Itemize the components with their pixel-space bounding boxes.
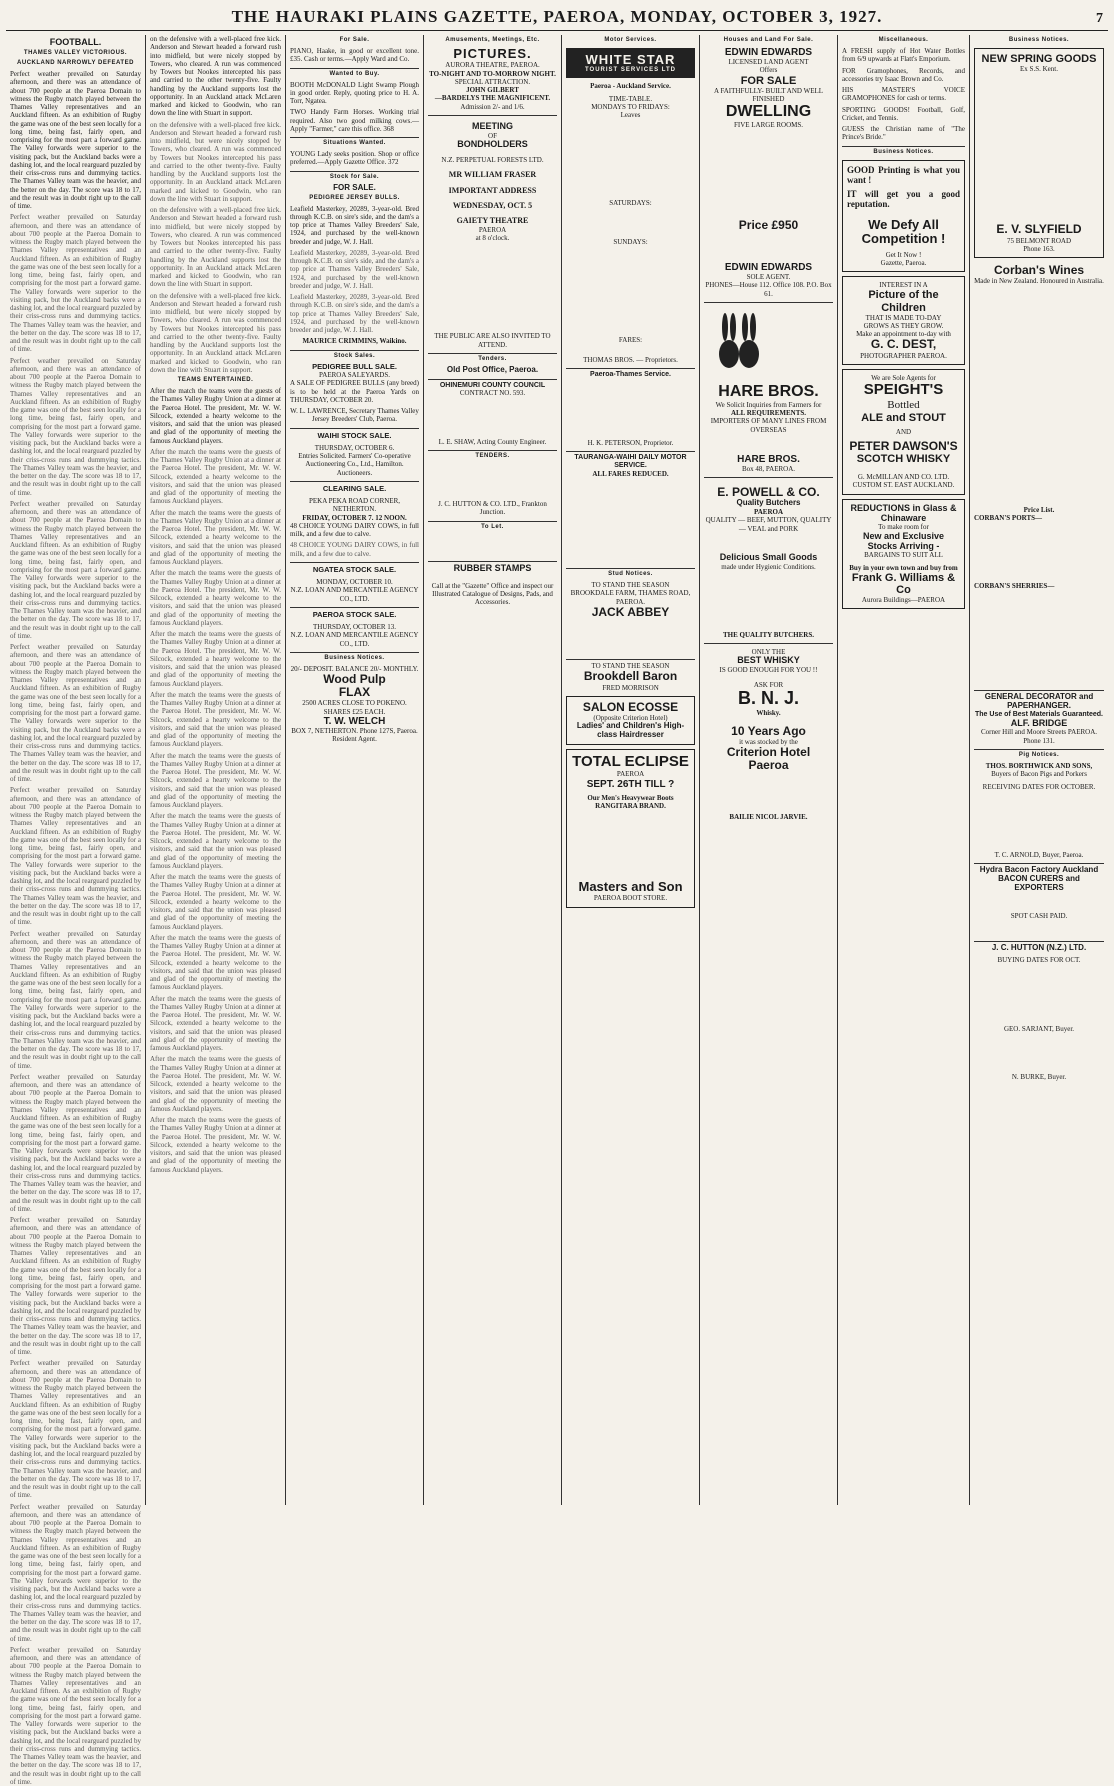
corbans-ports: CORBAN'S PORTS— <box>974 513 1043 522</box>
bridge-addr: Corner Hill and Moore Streets PAEROA. <box>980 728 1097 737</box>
slyfield-addr: 75 BELMONT ROAD <box>1006 236 1072 245</box>
contract: CONTRACT NO. 593. <box>459 389 526 398</box>
page-number: 7 <box>1096 11 1104 26</box>
football-col2-cont: on the defensive with a well-placed free kick. Anderson and Stewart headed a forward rush into midfield, but were nicely stopped by Towers, who cleared. A run was commenced by Towers but Nookes intercepted his pass and carried to the other twenty-five. Faulty handling by the Auckland supports lost the opportunity. In an Auckland attack McLaren marked and kicked to Goodwin, who ran down the line with Stuart in support. <box>150 120 281 203</box>
teams-body-cont8: After the match the teams were the guests of the Thames Valley Rugby Union at a dinner at the Paeroa Hotel. The president, Mr. W. W. Silcock, extended a hearty welcome to the visitors, and said that the union was pleased and glad of the opportunity of meeting the famous Auckland players. <box>150 873 281 931</box>
frank-williams: Frank G. Williams & Co <box>851 571 956 597</box>
teams-body-cont5: After the match the teams were the guests of the Thames Valley Rugby Union at a dinner at the Paeroa Hotel. The president, Mr. W. W. Silcock, extended a hearty welcome to the visitors, and said that the union was pleased and glad of the opportunity of meeting the famous Auckland players. <box>150 690 281 749</box>
bnj-whisky: Whisky. <box>756 708 781 717</box>
price-list: Price List. <box>1023 505 1055 514</box>
shares: SHARES £25 EACH. <box>323 707 386 716</box>
business-heading-8: Business Notices. <box>1008 37 1070 43</box>
scotch: SCOTCH WHISKY <box>856 453 951 466</box>
star: JOHN GILBERT <box>466 86 519 95</box>
football-sub: THAMES VALLEY VICTORIOUS. <box>23 49 128 56</box>
horses-ad: TWO Handy Farm Horses. Working trial required. Also two good milking cows.—Apply "Farmer," care this office. 368 <box>290 108 419 133</box>
teams-body: After the match the teams were the guests of the Thames Valley Rugby Union at a dinner at the Paeroa Hotel. The president, Mr. W. W. Silcock, extended a hearty welcome to the visitors, and said that the union was pleased and glad of the opportunity of meeting the famous Auckland players. <box>150 387 281 445</box>
white-star-logo <box>566 48 695 78</box>
ngatea-sale: NGATEA STOCK SALE. <box>290 562 419 574</box>
sarjant: GEO. SARJANT, Buyer. <box>1003 1024 1075 1033</box>
teams-body-cont: After the match the teams were the guests of the Thames Valley Rugby Union at a dinner at the Paeroa Hotel. The president, Mr. W. W. Silcock, extended a hearty welcome to the visitors, and said that the union was pleased and glad of the opportunity of meeting the famous Auckland players. <box>150 447 281 506</box>
ask-for: ASK FOR <box>753 680 784 689</box>
hutton-tender: J. C. HUTTON & CO. LTD., Frankton Junction. <box>438 500 547 517</box>
borthwick-buyers: Buyers of Bacon Pigs and Porkers <box>991 770 1087 779</box>
forests: N.Z. PERPETUAL FORESTS LTD. <box>441 155 544 164</box>
admission: Admission 2/- and 1/6. <box>460 102 525 111</box>
column-amusements <box>424 35 562 1505</box>
situations-heading: Situations Wanted. <box>290 137 419 147</box>
for-sale-heading: For Sale. <box>339 37 370 43</box>
receiving-dates: RECEIVING DATES FOR OCTOBER. <box>982 782 1096 791</box>
pictures: PICTURES. <box>453 46 532 62</box>
plough-ad: BOOTH McDONALD Light Swamp Plough in good order. Reply, quoting price to H. A. Torr, Ngatea. <box>290 80 419 106</box>
corbans: Corban's Wines <box>993 263 1085 278</box>
best-whisky: BEST WHISKY <box>737 655 800 666</box>
football-body-cont6: Perfect weather prevailed on Saturday afternoon, and there was an attendance of about 700 people at the Paeroa Domain to witness the Rugby match played between the Thames Valley representatives and an Auckland fifteen. As an exhibition of Rugby the game was one of the best seen locally for a long time, being fast, fairly open, and comprising for the most part a forward game. The Valley forwards were superior to the visiting pack, but the Auckland backs were a dashing lot, and the local rearguard puzzled by their criss-cross runs and dummying tactics. The Thames Valley team was the heavier, and the better on the day. The score was 18 to 17, and the result was in doubt right up to the call of time. <box>10 929 141 1070</box>
best-materials: The Use of Best Materials Guaranteed. <box>975 710 1103 718</box>
built: A FAITHFULLY- BUILT AND WELL FINISHED <box>713 86 824 103</box>
powell-paeroa: PAEROA <box>753 508 784 517</box>
bulls-body: Leafield Masterkey, 20289, 3-year-old. Bred through K.C.B. on sire's side, and the dam's a top price at Thames Valley Breeders' Sale, 1924, and purchased by the well-known breeder and judge, W. J. Hall. <box>290 204 419 246</box>
rooms: FIVE LARGE ROOMS. <box>733 120 804 129</box>
slyfield: E. V. SLYFIELD <box>996 222 1082 237</box>
bridge-phone: Phone 131. <box>1023 736 1055 745</box>
spring-box <box>974 48 1104 258</box>
county-engineer: L. E. SHAW, Acting County Engineer. <box>438 437 547 446</box>
corbans-made: Made in New Zealand. Honoured in Australia. <box>974 277 1104 286</box>
speights-box <box>842 369 965 495</box>
film: —BARDELYS THE MAGNIFICENT. <box>434 94 551 103</box>
sole-agent: SOLE AGENT. <box>746 273 791 282</box>
pekapeka-date: FRIDAY, OCTOBER 7. 12 NOON. <box>302 513 407 522</box>
and: AND <box>895 427 912 436</box>
criterion: Criterion Hotel <box>726 745 811 760</box>
hutton-nz: J. C. HUTTON (N.Z.) LTD. <box>974 941 1104 953</box>
sale-body: A SALE OF PEDIGREE BULLS (any breed) is to be held at the Paeroa Yards on THURSDAY, OCTOBER 20. <box>290 379 419 404</box>
address: IMPORTANT ADDRESS <box>448 185 537 195</box>
brookdale: BROOKDALE FARM, THAMES ROAD, PAEROA. <box>570 589 691 606</box>
teams-body-cont7: After the match the teams were the guests of the Thames Valley Rugby Union at a dinner at the Paeroa Hotel. The president, Mr. W. W. Silcock, extended a hearty welcome to the visitors, and said that the union was pleased and glad of the opportunity of meeting the famous Auckland players. <box>150 812 281 870</box>
football-body-cont7: Perfect weather prevailed on Saturday afternoon, and there was an attendance of about 700 people at the Paeroa Domain to witness the Rugby match played between the Thames Valley representatives and an Auckland fifteen. As an exhibition of Rugby the game was one of the best seen locally for a long time, being fast, fairly open, and comprising for the most part a forward game. The Valley forwards were superior to the visiting pack, but the Auckland backs were a dashing lot, and the local rearguard puzzled by their criss-cross runs and dummying tactics. The Thames Valley team was the heavier, and the better on the day. The score was 18 to 17, and the result was in doubt right up to the call of time. <box>10 1072 141 1213</box>
hare-logo-icon <box>704 309 774 379</box>
hare-bros: HARE BROS. <box>718 383 819 401</box>
salon-box <box>566 696 695 745</box>
boot-store: PAEROA BOOT STORE. <box>593 894 668 903</box>
bargains: BARGAINS TO SUIT ALL <box>864 551 943 560</box>
powell: E. POWELL & CO. <box>717 485 820 500</box>
teams-body-cont10: After the match the teams were the guests of the Thames Valley Rugby Union at a dinner at the Paeroa Hotel. The president, Mr. W. W. Silcock, extended a hearty welcome to the visitors, and said that the union was pleased and glad of the opportunity of meeting the famous Auckland players. <box>150 994 281 1053</box>
licensed: LICENSED LAND AGENT <box>728 58 809 67</box>
column-classifieds <box>286 35 424 1505</box>
good-enough: IS GOOD ENOUGH FOR YOU !! <box>719 666 818 675</box>
football-col2-cont2: on the defensive with a well-placed free kick. Anderson and Stewart headed a forward rush into midfield, but were nicely stopped by Towers, who cleared. A run was commenced by Towers but Nookes intercepted his pass and carried to the other twenty-five. Faulty handling by the Auckland supports lost the opportunity. In an Auckland attack McLaren marked and kicked to Goodwin, who ran down the line with Stuart in support. <box>150 206 281 289</box>
teams-body-cont2: After the match the teams were the guests of the Thames Valley Rugby Union at a dinner at the Paeroa Hotel. The president, Mr. W. W. Silcock, extended a hearty welcome to the visitors, and said that the union was pleased and glad of the opportunity of meeting the famous Auckland players. <box>150 508 281 567</box>
saleyards: PAEROA SALEYARDS. <box>319 371 390 380</box>
arnold: T. C. ARNOLD, Buyer, Paeroa. <box>994 850 1084 859</box>
get-it: Get It Now ! <box>885 250 922 259</box>
general-decorator: GENERAL DECORATOR and PAPERHANGER. <box>974 690 1104 711</box>
salon-sub: (Opposite Criterion Hotel) <box>593 713 668 722</box>
peter-dawson: PETER DAWSON'S <box>849 438 958 453</box>
burke: N. BURKE, Buyer. <box>1011 1072 1067 1081</box>
appointment: Make an appointment to-day with <box>856 330 951 339</box>
eclipse-sub: PAEROA <box>616 770 645 779</box>
hydra: Hydra Bacon Factory Auckland <box>974 863 1104 875</box>
mcmillan: G. McMILLAN AND CO. LTD. <box>857 473 950 482</box>
reductions-box <box>842 499 965 610</box>
dwelling: DWELLING <box>725 103 812 121</box>
football-body-cont5: Perfect weather prevailed on Saturday afternoon, and there was an attendance of about 700 people at the Paeroa Domain to witness the Rugby match played between the Thames Valley representatives and an Auckland fifteen. As an exhibition of Rugby the game was one of the best seen locally for a long time, being fast, fairly open, and comprising for the most part a forward game. The Valley forwards were superior to the visiting pack, but the Auckland backs were a dashing lot, and the local rearguard puzzled by their criss-cross runs and dummying tactics. The Thames Valley team was the heavier, and the better on the day. The score was 18 to 17, and the result was in doubt right up to the call of time. <box>10 786 141 927</box>
football-body-cont10: Perfect weather prevailed on Saturday afternoon, and there was an attendance of about 700 people at the Paeroa Domain to witness the Rugby match played between the Thames Valley representatives and an Auckland fifteen. As an exhibition of Rugby the game was one of the best seen locally for a long time, being fast, fairly open, and comprising for the most part a forward game. The Valley forwards were superior to the visiting pack, but the Auckland backs were a dashing lot, and the local rearguard puzzled by their criss-cross runs and dummying tactics. The Thames Valley team was the heavier, and the better on the day. The score was 18 to 17, and the result was in doubt right up to the call of time. <box>10 1502 141 1643</box>
cows: 48 CHOICE YOUNG DAIRY COWS, in full milk, and a few due to calve. <box>290 521 419 539</box>
bull-sale: PEDIGREE BULL SALE. <box>312 361 397 371</box>
lady-ad: YOUNG Lady seeks position. Shop or office preferred.—Apply Gazette Office. 372 <box>290 150 419 167</box>
thomas-bros: THOMAS BROS. — Proprietors. <box>583 356 678 365</box>
speights: SPEIGHT'S <box>863 381 944 399</box>
hygienic: made under Hygienic Conditions. <box>721 562 816 571</box>
teams-entertained: TEAMS ENTERTAINED. <box>177 377 254 383</box>
public-invited: THE PUBLIC ARE ALSO INVITED TO ATTEND. <box>434 332 551 349</box>
football-col2-body: on the defensive with a well-placed free kick. Anderson and Stewart headed a forward rush into midfield, but were nicely stopped by Towers, who cleared. A run was commenced by Towers but Nookes intercepted his pass and carried to the other twenty-five. Faulty handling by the Auckland supports lost the opportunity. In an Auckland attack McLaren marked and kicked to Goodwin, who ran down the line with Stuart in support. <box>150 35 281 118</box>
offers: Offers <box>759 66 778 75</box>
interest: INTEREST IN A <box>879 281 928 290</box>
hot-water: A FRESH supply of Hot Water Bottles from 6/9 upwards at Flatt's Emporium. <box>842 47 965 64</box>
borthwick: THOS. BORTHWICK AND SONS, <box>985 762 1093 771</box>
amuse-heading: Amusements, Meetings, Etc. <box>445 37 540 43</box>
column-football <box>6 35 146 1786</box>
paeroa-sale: PAEROA STOCK SALE. <box>290 607 419 619</box>
buying-dates: BUYING DATES FOR OCT. <box>997 956 1081 965</box>
welch-addr: BOX 7, NETHERTON. Phone 127S, Paeroa. Resident Agent. <box>291 726 418 744</box>
spot-cash: SPOT CASH PAID. <box>1010 912 1068 921</box>
football-body-cont9: Perfect weather prevailed on Saturday afternoon, and there was an attendance of about 700 people at the Paeroa Domain to witness the Rugby match played between the Thames Valley representatives and an Auckland fifteen. As an exhibition of Rugby the game was one of the best seen locally for a long time, being fast, fairly open, and comprising for the most part a forward game. The Valley forwards were superior to the visiting pack, but the Auckland backs were a dashing lot, and the local rearguard puzzled by their criss-cross runs and dummying tactics. The Thames Valley team was the heavier, and the better on the day. The score was 18 to 17, and the result was in doubt right up to the call of time. <box>10 1359 141 1500</box>
forsale2: FOR SALE. <box>333 182 376 192</box>
saturdays: SATURDAYS: <box>609 199 652 208</box>
tourist-text: TOURIST SERVICES LTD <box>584 67 676 74</box>
defy: We Defy All Competition ! <box>861 217 946 247</box>
bulls-body-cont: Leafield Masterkey, 20289, 3-year-old. Bred through K.C.B. on sire's side, and the dam's a top price at Thames Valley Breeders' Sale, 1924, and purchased by the well-known breeder and judge, W. J. Hall. <box>290 248 419 290</box>
deposit: 20/- DEPOSIT. BALANCE 20/- MONTHLY. <box>290 664 419 673</box>
column-football-cont <box>146 35 286 1505</box>
picture-children: Picture of the Children <box>868 289 939 314</box>
columns <box>6 35 1108 1786</box>
ngatea-agency: N.Z. LOAN AND MERCANTILE AGENCY CO., LTD. <box>290 586 419 603</box>
only-the: ONLY THE <box>751 648 786 657</box>
wanted-heading: Wanted to Buy. <box>290 68 419 78</box>
bailie: BAILIE NICOL JARVIE. <box>729 812 808 821</box>
teams-body-cont3: After the match the teams were the guests of the Thames Valley Rugby Union at a dinner at the Paeroa Hotel. The president, Mr. W. W. Silcock, extended a hearty welcome to the visitors, and said that the union was pleased and glad of the opportunity of meeting the famous Auckland players. <box>150 569 281 627</box>
clearing-sale: CLEARING SALE. <box>290 481 419 493</box>
paeroa-agency: N.Z. LOAN AND MERCANTILE AGENCY CO., LTD. <box>290 631 419 648</box>
reputation: IT will get you a good reputation. <box>847 188 960 210</box>
route: Paeroa - Auckland Service. <box>590 82 671 91</box>
ohinemuri: OHINEMURI COUNTY COUNCIL <box>428 379 557 390</box>
salon-ecosse: SALON ECOSSE <box>582 699 679 714</box>
football-body-cont: Perfect weather prevailed on Saturday afternoon, and there was an attendance of about 700 people at the Paeroa Domain to witness the Rugby match played between the Thames Valley representatives and an Auckland fifteen. As an exhibition of Rugby the game was one of the best seen locally for a long time, being fast, fairly open, and comprising for the most part a forward game. The Valley forwards were superior to the visiting pack, but the Auckland backs were a dashing lot, and the local rearguard puzzled by their criss-cross runs and dummying tactics. The Thames Valley team was the heavier, and the better on the day. The score was 18 to 17, and the result was in doubt right up to the call of time. <box>10 213 141 354</box>
tolet-heading: To Let. <box>428 521 557 531</box>
total-eclipse: TOTAL ECLIPSE <box>572 752 689 770</box>
teams-body-cont6: After the match the teams were the guests of the Thames Valley Rugby Union at a dinner at the Paeroa Hotel. The president, Mr. W. W. Silcock, extended a hearty welcome to the visitors, and said that the union was pleased and glad of the opportunity of meeting the famous Auckland players. <box>150 751 281 810</box>
teams-body-cont4: After the match the teams were the guests of the Thames Valley Rugby Union at a dinner at the Paeroa Hotel. The president, Mr. W. W. Silcock, extended a hearty welcome to the visitors, and said that the union was pleased and glad of the opportunity of meeting the famous Auckland players. <box>150 630 281 688</box>
his-masters: HIS MASTER'S VOICE GRAMOPHONES for cash or terms. <box>842 86 965 103</box>
tauranga-service: TAURANGA-WAIHI DAILY MOTOR SERVICE. <box>566 451 695 469</box>
tenders2-heading: TENDERS. <box>428 450 557 460</box>
stocked: it was stocked by the <box>739 738 798 747</box>
football-col2-cont3: on the defensive with a well-placed free kick. Anderson and Stewart headed a forward rush into midfield, but were nicely stopped by Towers, who cleared. A run was commenced by Towers but Nookes intercepted his pass and carried to the other twenty-five. Faulty handling by the Auckland supports lost the opportunity. In an Auckland attack McLaren marked and kicked to Goodwin, who ran down the line with Stuart in support. <box>150 291 281 374</box>
made-today: THAT IS MADE TO-DAY <box>865 313 942 322</box>
column-business <box>970 35 1108 1505</box>
rubber-body: Call at the "Gazette" Office and inspect our Illustrated Catalogue of Designs, Pads, and Accessories. <box>431 581 554 607</box>
solicit: We Solicit Inquiries from Farmers for <box>715 400 822 409</box>
corbans-sherries: CORBAN'S SHERRIES— <box>974 582 1055 591</box>
buy-town: Buy in your own town and buy from <box>849 563 958 572</box>
column-misc <box>838 35 970 1505</box>
football-body-cont4: Perfect weather prevailed on Saturday afternoon, and there was an attendance of about 700 people at the Paeroa Domain to witness the Rugby match played between the Thames Valley representatives and an Auckland fifteen. As an exhibition of Rugby the game was one of the best seen locally for a long time, being fast, fairly open, and comprising for the most part a forward game. The Valley forwards were superior to the visiting pack, but the Auckland backs were a dashing lot, and the local rearguard puzzled by their criss-cross runs and dummying tactics. The Thames Valley team was the heavier, and the better on the day. The score was 18 to 17, and the result was in doubt right up to the call of time. <box>10 643 141 784</box>
gc-dest: G. C. DEST, <box>870 337 937 352</box>
stocks-arriving: Stocks Arriving - <box>867 540 940 551</box>
price: Price £950 <box>738 218 799 233</box>
bulls-body-cont2: Leafield Masterkey, 20289, 3-year-old. Bred through K.C.B. on sire's side, and the dam's a top price at Thames Valley Breeders' Sale, 1924, and purchased by the well-known breeder and judge, W. J. Hall. <box>290 293 419 335</box>
ss-kent: Ex S.S. Kent. <box>1020 65 1058 74</box>
teams-body-cont9: After the match the teams were the guests of the Thames Valley Rugby Union at a dinner at the Paeroa Hotel. The president, Mr. W. W. Silcock, extended a hearty welcome to the visitors, and said that the union was pleased and glad of the opportunity of meeting the famous Auckland players. <box>150 933 281 992</box>
fred-morrison: FRED MORRISON <box>602 683 659 692</box>
teams-body-cont11: After the match the teams were the guests of the Thames Valley Rugby Union at a dinner at the Paeroa Hotel. The president, Mr. W. W. Silcock, extended a hearty welcome to the visitors, and said that the union was pleased and glad of the opportunity of meeting the famous Auckland players. <box>150 1055 281 1113</box>
ten-years: 10 Years Ago <box>731 723 806 738</box>
old-post-office: Old Post Office, Paeroa. <box>446 364 539 374</box>
stand-season: TO STAND THE SEASON <box>591 581 670 590</box>
fares: FARES: <box>618 335 643 344</box>
sundays: SUNDAYS: <box>613 237 648 246</box>
alf-bridge: ALF. BRIDGE <box>1010 717 1068 728</box>
business-heading: Business Notices. <box>290 652 419 662</box>
bottled: Bottled <box>887 398 920 411</box>
paeroa-date: THURSDAY, OCTOBER 13. <box>312 623 397 632</box>
meeting-time: at 8 o'clock. <box>475 234 510 243</box>
meeting: MEETING <box>471 120 513 131</box>
eclipse-date: SEPT. 26TH TILL ? <box>586 778 675 790</box>
edwin-edwards-2: EDWIN EDWARDS <box>724 262 813 274</box>
gazette: Gazette, Paeroa. <box>880 258 927 267</box>
spring-goods: NEW SPRING GOODS <box>981 53 1097 66</box>
motor-heading: Motor Services. <box>604 37 657 43</box>
heavy-boots: Our Men's Heavywear Boots <box>587 793 674 802</box>
gramophone: FOR Gramophones, Records, and accessories try Isaac Brown and Co. <box>842 66 965 83</box>
requirements: ALL REQUIREMENTS. <box>730 409 807 418</box>
mondays: MONDAYS TO FRIDAYS: <box>591 102 670 111</box>
rubber-stamps: RUBBER STAMPS <box>428 561 557 574</box>
football-body-cont2: Perfect weather prevailed on Saturday afternoon, and there was an attendance of about 700 people at the Paeroa Domain to witness the Rugby match played between the Thames Valley representatives and an Auckland fifteen. As an exhibition of Rugby the game was one of the best seen locally for a long time, being fast, fairly open, and comprising for the most part a forward game. The Valley forwards were superior to the visiting pack, but the Auckland backs were a dashing lot, and the local rearguard puzzled by their criss-cross runs and dummying tactics. The Thames Valley team was the heavier, and the better on the day. The score was 18 to 17, and the result was in doubt right up to the call of time. <box>10 356 141 497</box>
phones: PHONES—House 112. Office 108. P.O. Box 61. <box>705 281 832 298</box>
theatre: AURORA THEATRE, PAEROA. <box>445 61 540 70</box>
flax-body: 2500 ACRES CLOSE TO POKENO. <box>302 699 407 708</box>
waihi-date: THURSDAY, OCTOBER 6. <box>314 443 395 452</box>
jack-abbey: JACK ABBEY <box>591 604 670 619</box>
grows: GROWS AS THEY GROW. <box>863 321 944 330</box>
wood-pulp: Wood Pulp <box>323 672 386 687</box>
bulls-owner: MAURICE CRIMMINS, Waikino. <box>302 337 407 346</box>
bnj: B. N. J. <box>737 687 799 708</box>
timetable: TIME-TABLE. <box>608 94 653 103</box>
room: To make room for <box>878 523 929 532</box>
column-houses <box>700 35 838 1505</box>
column-motor <box>562 35 700 1505</box>
football-heading: FOOTBALL. <box>49 37 102 47</box>
leaves: Leaves <box>620 111 641 120</box>
football-body-cont11: Perfect weather prevailed on Saturday afternoon, and there was an attendance of about 700 people at the Paeroa Domain to witness the Rugby match played between the Thames Valley representatives and an Auckland fifteen. As an exhibition of Rugby the game was one of the best seen locally for a long time, being fast, fairly open, and comprising for the most part a forward game. The Valley forwards were superior to the visiting pack, but the Auckland backs were a dashing lot, and the local rearguard puzzled by their criss-cross runs and dummying tactics. The Thames Valley team was the heavier, and the better on the day. The score was 18 to 17, and the result was in doubt right up to the call of time. <box>10 1645 141 1786</box>
bulls-heading: PEDIGREE JERSEY BULLS. <box>309 194 400 201</box>
bondholders: BONDHOLDERS <box>457 139 528 150</box>
masthead <box>6 4 1108 31</box>
printing-box <box>842 160 965 273</box>
photographer: PHOTOGRAPHER PAEROA. <box>860 351 947 360</box>
all-fares: ALL FARES REDUCED. <box>592 469 669 478</box>
new-exclusive: New and Exclusive <box>862 530 945 541</box>
good-printing: GOOD Printing is what you want ! <box>847 164 960 186</box>
brookdell-baron: Brookdell Baron <box>583 669 678 684</box>
masthead-title: THE HAURAKI PLAINS GAZETTE, PAEROA, MONDAY, OCTOBER 3, 1927. <box>231 7 883 26</box>
meeting-of: OF <box>488 131 497 140</box>
quality-butchers-2: THE QUALITY BUTCHERS. <box>723 630 814 639</box>
misc-heading: Miscellaneous. <box>878 37 929 43</box>
special: SPECIAL ATTRACTION. <box>454 77 531 86</box>
stock-heading: Stock for Sale. <box>290 171 419 181</box>
quality-meats: QUALITY — BEEF, MUTTON, QUALITY — VEAL and PORK <box>705 516 832 533</box>
reductions: REDUCTIONS in Glass & Chinaware <box>850 502 957 523</box>
piano-ad: PIANO, Haake, in good or excellent tone. £35. Cash or terms.—Apply Ward and Co. <box>290 47 419 64</box>
criterion-paeroa: Paeroa <box>748 758 789 773</box>
welch: T. W. WELCH <box>323 715 386 727</box>
thames-service: Paeroa-Thames Service. <box>566 368 695 379</box>
hare-box: Box 48, PAEROA. <box>741 464 796 473</box>
white-star-text: WHITE STAR <box>585 52 676 68</box>
fraser: MR WILLIAM FRASER <box>448 170 537 180</box>
stand-season-2: TO STAND THE SEASON <box>566 659 695 670</box>
cows-cont: 48 CHOICE YOUNG DAIRY COWS, in full milk, and a few due to calve. <box>290 541 419 558</box>
edwin-edwards: EDWIN EDWARDS <box>724 47 813 59</box>
for-sale: FOR SALE <box>740 74 797 87</box>
ngatea-date: MONDAY, OCTOBER 10. <box>316 578 393 587</box>
rangitara: RANGITARA BRAND. <box>595 801 666 810</box>
quality-butchers: Quality Butchers <box>736 498 801 508</box>
custom: CUSTOM ST. EAST AUCKLAND. <box>852 481 955 490</box>
football-body: Perfect weather prevailed on Saturday afternoon, and there was an attendance of about 700 people at the Paeroa Domain to witness the Rugby match played between the Thames Valley representatives and an Auckland fifteen. As an exhibition of Rugby the game was one of the best seen locally for a long time, being fast, fairly open, and comprising for the most part a forward game. The Valley forwards were superior to the visiting pack, but the Auckland backs were a dashing lot, and the local rearguard puzzled by their criss-cross runs and dummying tactics. The Thames Valley team was the heavier, and the better on the day. The score was 18 to 17, and the result was in doubt right up to the call of time. <box>10 70 141 211</box>
aurora-buildings: Aurora Buildings—PAEROA <box>861 596 946 605</box>
salon-ladies: Ladies' and Children's High-class Hairdresser <box>576 721 685 739</box>
gaiety-paeroa: PAEROA <box>478 225 507 234</box>
photo-box <box>842 276 965 365</box>
stud-heading: Stud Notices. <box>566 568 695 578</box>
bacon-curers: BACON CURERS and EXPORTERS <box>998 873 1080 892</box>
ale-stout: ALE and STOUT <box>861 411 946 424</box>
sole-agents: We are Sole Agents for <box>871 373 936 382</box>
peterson: H. K. PETERSON, Proprietor. <box>587 439 674 448</box>
guess: GUESS the Christian name of "The Prince's Bride." <box>842 125 965 142</box>
eclipse-box <box>566 749 695 908</box>
football-sub2: AUCKLAND NARROWLY DEFEATED <box>17 59 134 66</box>
hare-bros-2: HARE BROS. <box>737 453 800 465</box>
slyfield-phone: Phone 163. <box>1023 244 1055 253</box>
sale-sec: W. L. LAWRENCE, Secretary Thames Valley Jersey Breeders' Club, Paeroa. <box>290 407 419 424</box>
masters-son: Masters and Son <box>578 879 683 895</box>
waihi-body: Entries Solicited. Farmers' Co-operative Auctioneering Co., Ltd., Hamilton. Auctioneers. <box>298 452 411 477</box>
tonight: TO-NIGHT AND TO-MORROW NIGHT. <box>429 69 556 78</box>
delicious: Delicious Small Goods <box>719 551 818 562</box>
meeting-date: WEDNESDAY, OCT. 5 <box>452 201 533 211</box>
business-heading-7: Business Notices. <box>842 146 965 156</box>
pig-heading: Pig Notices. <box>974 749 1104 759</box>
stock-sales-heading: Stock Sales. <box>290 350 419 360</box>
importers: IMPORTERS OF MANY LINES FROM OVERSEAS <box>710 417 827 434</box>
houses-heading: Houses and Land For Sale. <box>723 37 814 43</box>
flax: FLAX <box>338 685 371 700</box>
sporting: SPORTING GOODS! Football, Golf, Cricket, and Tennis. <box>842 105 965 122</box>
teams-body-cont12: After the match the teams were the guests of the Thames Valley Rugby Union at a dinner at the Paeroa Hotel. The president, Mr. W. W. Silcock, extended a hearty welcome to the visitors, and said that the union was pleased and glad of the opportunity of meeting the famous Auckland players. <box>150 1116 281 1174</box>
gaiety: GAIETY THEATRE <box>456 216 529 226</box>
waihi-sale: WAIHI STOCK SALE. <box>290 428 419 440</box>
tenders-heading: Tenders. <box>428 353 557 363</box>
pekapeka: PEKA PEKA ROAD CORNER, NETHERTON. <box>308 497 400 514</box>
football-body-cont8: Perfect weather prevailed on Saturday afternoon, and there was an attendance of about 700 people at the Paeroa Domain to witness the Rugby match played between the Thames Valley representatives and an Auckland fifteen. As an exhibition of Rugby the game was one of the best seen locally for a long time, being fast, fairly open, and comprising for the most part a forward game. The Valley forwards were superior to the visiting pack, but the Auckland backs were a dashing lot, and the local rearguard puzzled by their criss-cross runs and dummying tactics. The Thames Valley team was the heavier, and the better on the day. The score was 18 to 17, and the result was in doubt right up to the call of time. <box>10 1216 141 1357</box>
football-body-cont3: Perfect weather prevailed on Saturday afternoon, and there was an attendance of about 700 people at the Paeroa Domain to witness the Rugby match played between the Thames Valley representatives and an Auckland fifteen. As an exhibition of Rugby the game was one of the best seen locally for a long time, being fast, fairly open, and comprising for the most part a forward game. The Valley forwards were superior to the visiting pack, but the Auckland backs were a dashing lot, and the local rearguard puzzled by their criss-cross runs and dummying tactics. The Thames Valley team was the heavier, and the better on the day. The score was 18 to 17, and the result was in doubt right up to the call of time. <box>10 499 141 640</box>
